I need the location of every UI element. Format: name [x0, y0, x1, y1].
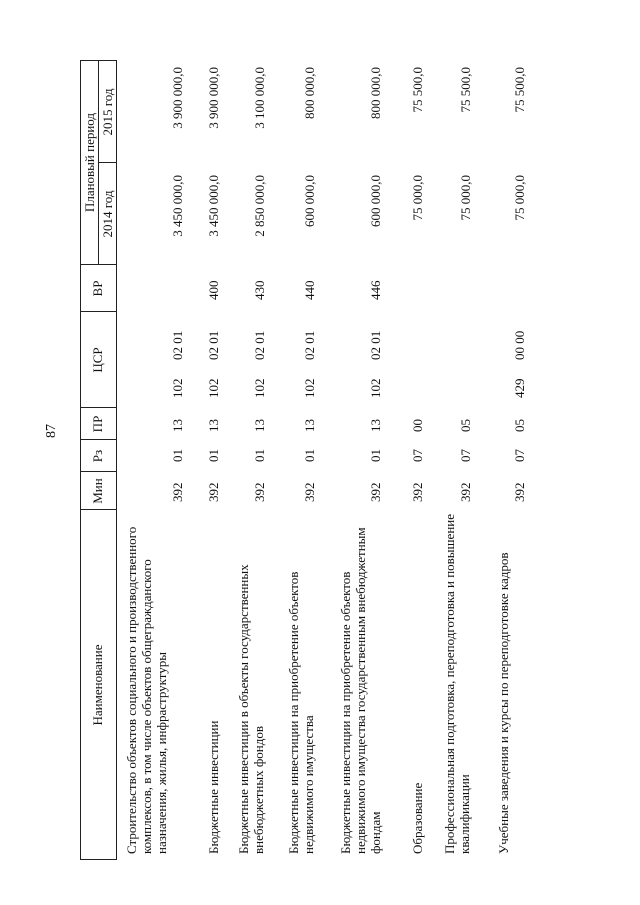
row-csr-1: 102 [302, 378, 317, 398]
row-value-2015: 75 500,0 [512, 67, 527, 113]
row-name: Строительство объектов социального и производственного комплексов, в том числе объектов общегражданского назначения, жилья, инфраструктуры [124, 526, 169, 854]
row-value-2014: 600 000,0 [302, 175, 317, 227]
row-name: Образование [410, 782, 425, 854]
header-planned-period: Плановый период [82, 112, 97, 213]
row-rz: 01 [170, 449, 185, 462]
row-rz: 01 [302, 449, 317, 462]
row-min: 392 [252, 482, 267, 502]
row-min: 392 [368, 482, 383, 502]
row-csr-1: 102 [368, 378, 383, 398]
header-name: Наименование [90, 644, 105, 726]
header-min: Мин [90, 478, 105, 504]
header-year-2014: 2014 год [100, 190, 115, 238]
row-vr: 400 [206, 280, 221, 300]
row-value-2015: 800 000,0 [302, 67, 317, 119]
row-value-2015: 3 900 000,0 [206, 67, 221, 129]
row-name: Бюджетные инвестиции на приобретение объектов недвижимого имущества государственным внебюджетным фондам [338, 527, 383, 854]
row-name: Бюджетные инвестиции на приобретение объектов недвижимого имущества [286, 571, 316, 854]
row-csr-2: 02 01 [368, 330, 383, 360]
row-value-2014: 600 000,0 [368, 175, 383, 227]
row-pr: 05 [458, 419, 473, 432]
header-vr: ВР [90, 280, 105, 297]
row-rz: 07 [512, 449, 527, 462]
row-min: 392 [302, 482, 317, 502]
page-number: 87 [44, 424, 59, 438]
row-csr-1: 102 [252, 378, 267, 398]
row-value-2014: 75 000,0 [512, 175, 527, 221]
row-min: 392 [458, 482, 473, 502]
row-name: Учебные заведения и курсы по переподготовке кадров [496, 552, 511, 854]
row-min: 392 [410, 482, 425, 502]
budget-table [80, 60, 560, 860]
row-csr-1: 102 [170, 378, 185, 398]
row-csr-2: 02 01 [302, 330, 317, 360]
row-rz: 01 [368, 449, 383, 462]
header-bottom-border [116, 60, 117, 860]
row-value-2014: 75 000,0 [458, 175, 473, 221]
row-min: 392 [512, 482, 527, 502]
row-name: Бюджетные инвестиции [206, 720, 221, 854]
row-value-2015: 75 500,0 [458, 67, 473, 113]
row-value-2014: 3 450 000,0 [170, 175, 185, 237]
row-csr-1: 102 [206, 378, 221, 398]
row-pr: 13 [170, 419, 185, 432]
row-rz: 01 [252, 449, 267, 462]
row-pr: 13 [252, 419, 267, 432]
row-vr: 440 [302, 280, 317, 300]
header-pr: ПР [90, 415, 105, 433]
row-min: 392 [206, 482, 221, 502]
row-value-2015: 3 100 000,0 [252, 67, 267, 129]
row-pr: 13 [206, 419, 221, 432]
row-csr-1: 429 [512, 378, 527, 398]
row-csr-2: 00 00 [512, 330, 527, 360]
row-csr-2: 02 01 [252, 330, 267, 360]
header-rz: Рз [90, 449, 105, 463]
row-min: 392 [170, 482, 185, 502]
header-year-2015: 2015 год [100, 88, 115, 136]
row-name: Профессиональная подготовка, переподготовка и повышение квалификации [442, 513, 472, 854]
row-value-2015: 800 000,0 [368, 67, 383, 119]
budget-table-rotated [80, 60, 560, 860]
row-pr: 13 [368, 419, 383, 432]
row-vr: 430 [252, 280, 267, 300]
row-rz: 07 [410, 449, 425, 462]
row-value-2015: 3 900 000,0 [170, 67, 185, 129]
row-csr-2: 02 01 [170, 330, 185, 360]
row-rz: 01 [206, 449, 221, 462]
header-csr: ЦСР [90, 347, 105, 373]
row-pr: 05 [512, 419, 527, 432]
row-rz: 07 [458, 449, 473, 462]
row-value-2014: 3 450 000,0 [206, 175, 221, 237]
table-top-border [80, 60, 81, 860]
row-value-2015: 75 500,0 [410, 67, 425, 113]
row-pr: 13 [302, 419, 317, 432]
row-name: Бюджетные инвестиции в объекты государственных внебюджетных фондов [236, 564, 266, 854]
row-vr: 446 [368, 280, 383, 300]
row-value-2014: 75 000,0 [410, 175, 425, 221]
row-pr: 00 [410, 419, 425, 432]
row-csr-2: 02 01 [206, 330, 221, 360]
row-value-2014: 2 850 000,0 [252, 175, 267, 237]
